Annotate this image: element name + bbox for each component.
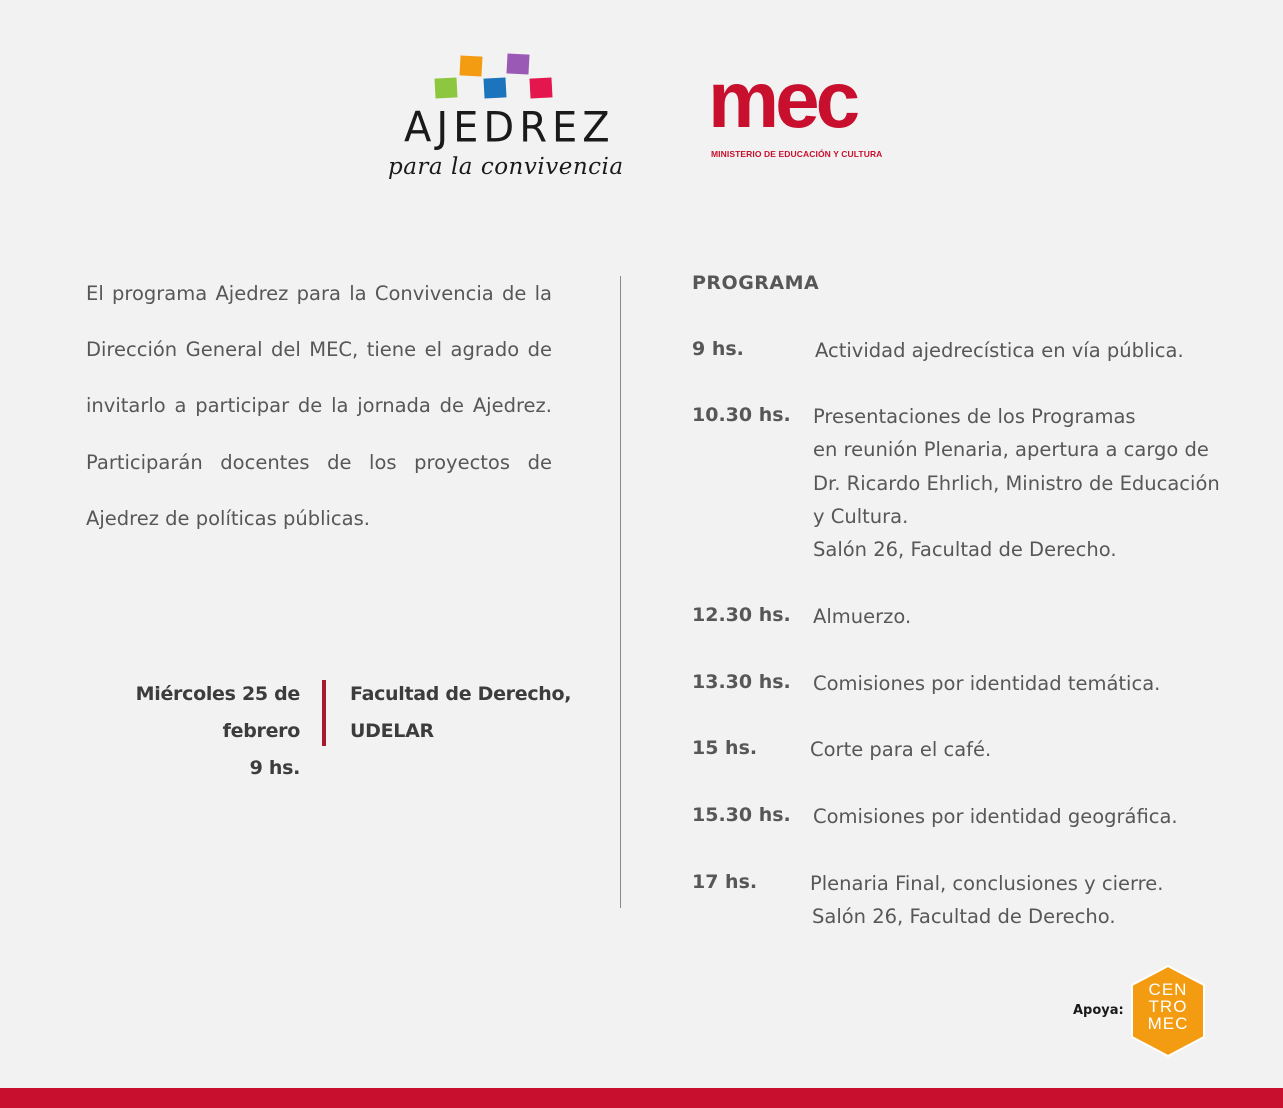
intro-line: El programa Ajedrez para la Convivencia de la xyxy=(86,282,552,305)
centro-mec-text xyxy=(1130,981,1206,1032)
programa-heading: PROGRAMA xyxy=(692,272,820,294)
programa-item-desc xyxy=(813,667,1160,700)
apoya-label: Apoya: xyxy=(1073,1003,1124,1018)
programa-item-line: y Cultura. xyxy=(813,504,909,528)
intro-line: Ajedrez de políticas públicas. xyxy=(86,506,370,530)
logo-square-red xyxy=(529,77,552,98)
event-divider xyxy=(322,680,326,746)
programa-item-time: 12.30 hs. xyxy=(692,604,791,626)
ajedrez-logo-title: AJEDREZ xyxy=(404,103,615,153)
programa-item-desc xyxy=(813,800,1178,833)
column-divider xyxy=(620,276,621,908)
programa-item-time: 15 hs. xyxy=(692,737,758,759)
programa-item-line: Presentaciones de los Programas xyxy=(813,405,1136,428)
event-time: 9 hs. xyxy=(249,757,300,779)
event-place-line1: Facultad de Derecho, xyxy=(350,683,572,705)
programa-item-desc xyxy=(810,733,991,766)
programa-item-desc xyxy=(810,867,1163,934)
programa-item-line: Almuerzo. xyxy=(813,605,912,628)
programa-item-line: Dr. Ricardo Ehrlich, Ministro de Educación xyxy=(813,471,1220,495)
intro-line: Participarán docentes de los proyectos de xyxy=(86,450,552,474)
programa-item-time: 17 hs. xyxy=(692,871,758,893)
ajedrez-logo xyxy=(380,48,624,198)
logo-square-purple xyxy=(506,53,529,74)
programa-item-line: Actividad ajedrecística en vía pública. xyxy=(815,339,1184,362)
centro-mec-line: TRO xyxy=(1148,997,1188,1016)
intro-line: Dirección General del MEC, tiene el agrado de xyxy=(86,338,552,362)
programa-item-time: 13.30 hs. xyxy=(692,671,791,693)
event-date-block xyxy=(60,676,300,787)
event-place-line2: UDELAR xyxy=(350,720,434,742)
centro-mec-line: CEN xyxy=(1148,980,1188,999)
programa-item-desc xyxy=(813,600,911,633)
mec-logo-word: mec xyxy=(708,55,857,144)
programa-item-line: Comisiones por identidad temática. xyxy=(813,672,1161,695)
logo-square-orange xyxy=(459,55,482,76)
logo-square-green xyxy=(434,77,457,98)
centro-mec-logo xyxy=(1130,965,1206,1057)
mec-logo xyxy=(708,55,908,168)
programa-item-desc xyxy=(813,400,1220,566)
event-date: Miércoles 25 de febrero xyxy=(135,683,300,742)
programa-item-line: Corte para el café. xyxy=(810,738,992,761)
programa-item-line: Plenaria Final, conclusiones y cierre. xyxy=(810,872,1164,895)
programa-item-time: 10.30 hs. xyxy=(692,404,791,426)
centro-mec-line: MEC xyxy=(1147,1014,1189,1033)
ajedrez-logo-tagline: para la convivencia xyxy=(388,154,624,180)
programa-item-line: Comisiones por identidad geográfica. xyxy=(813,805,1178,828)
programa-item-time: 15.30 hs. xyxy=(692,804,791,826)
bottom-bar xyxy=(0,1088,1283,1108)
intro-paragraph xyxy=(86,266,552,547)
programa-item-desc xyxy=(815,334,1184,367)
programa-item-time: 9 hs. xyxy=(692,338,744,360)
programa-item-line: Salón 26, Facultad de Derecho. xyxy=(813,538,1117,562)
logo-square-blue xyxy=(483,77,506,98)
event-place-block xyxy=(350,676,571,750)
mec-logo-subtitle: MINISTERIO DE EDUCACIÓN Y CULTURA xyxy=(711,149,883,159)
programa-item-line: en reunión Plenaria, apertura a cargo de xyxy=(813,438,1209,462)
programa-item-line: Salón 26, Facultad de Derecho. xyxy=(812,905,1116,929)
intro-line: invitarlo a participar de la jornada de Ajedrez. xyxy=(86,394,552,418)
